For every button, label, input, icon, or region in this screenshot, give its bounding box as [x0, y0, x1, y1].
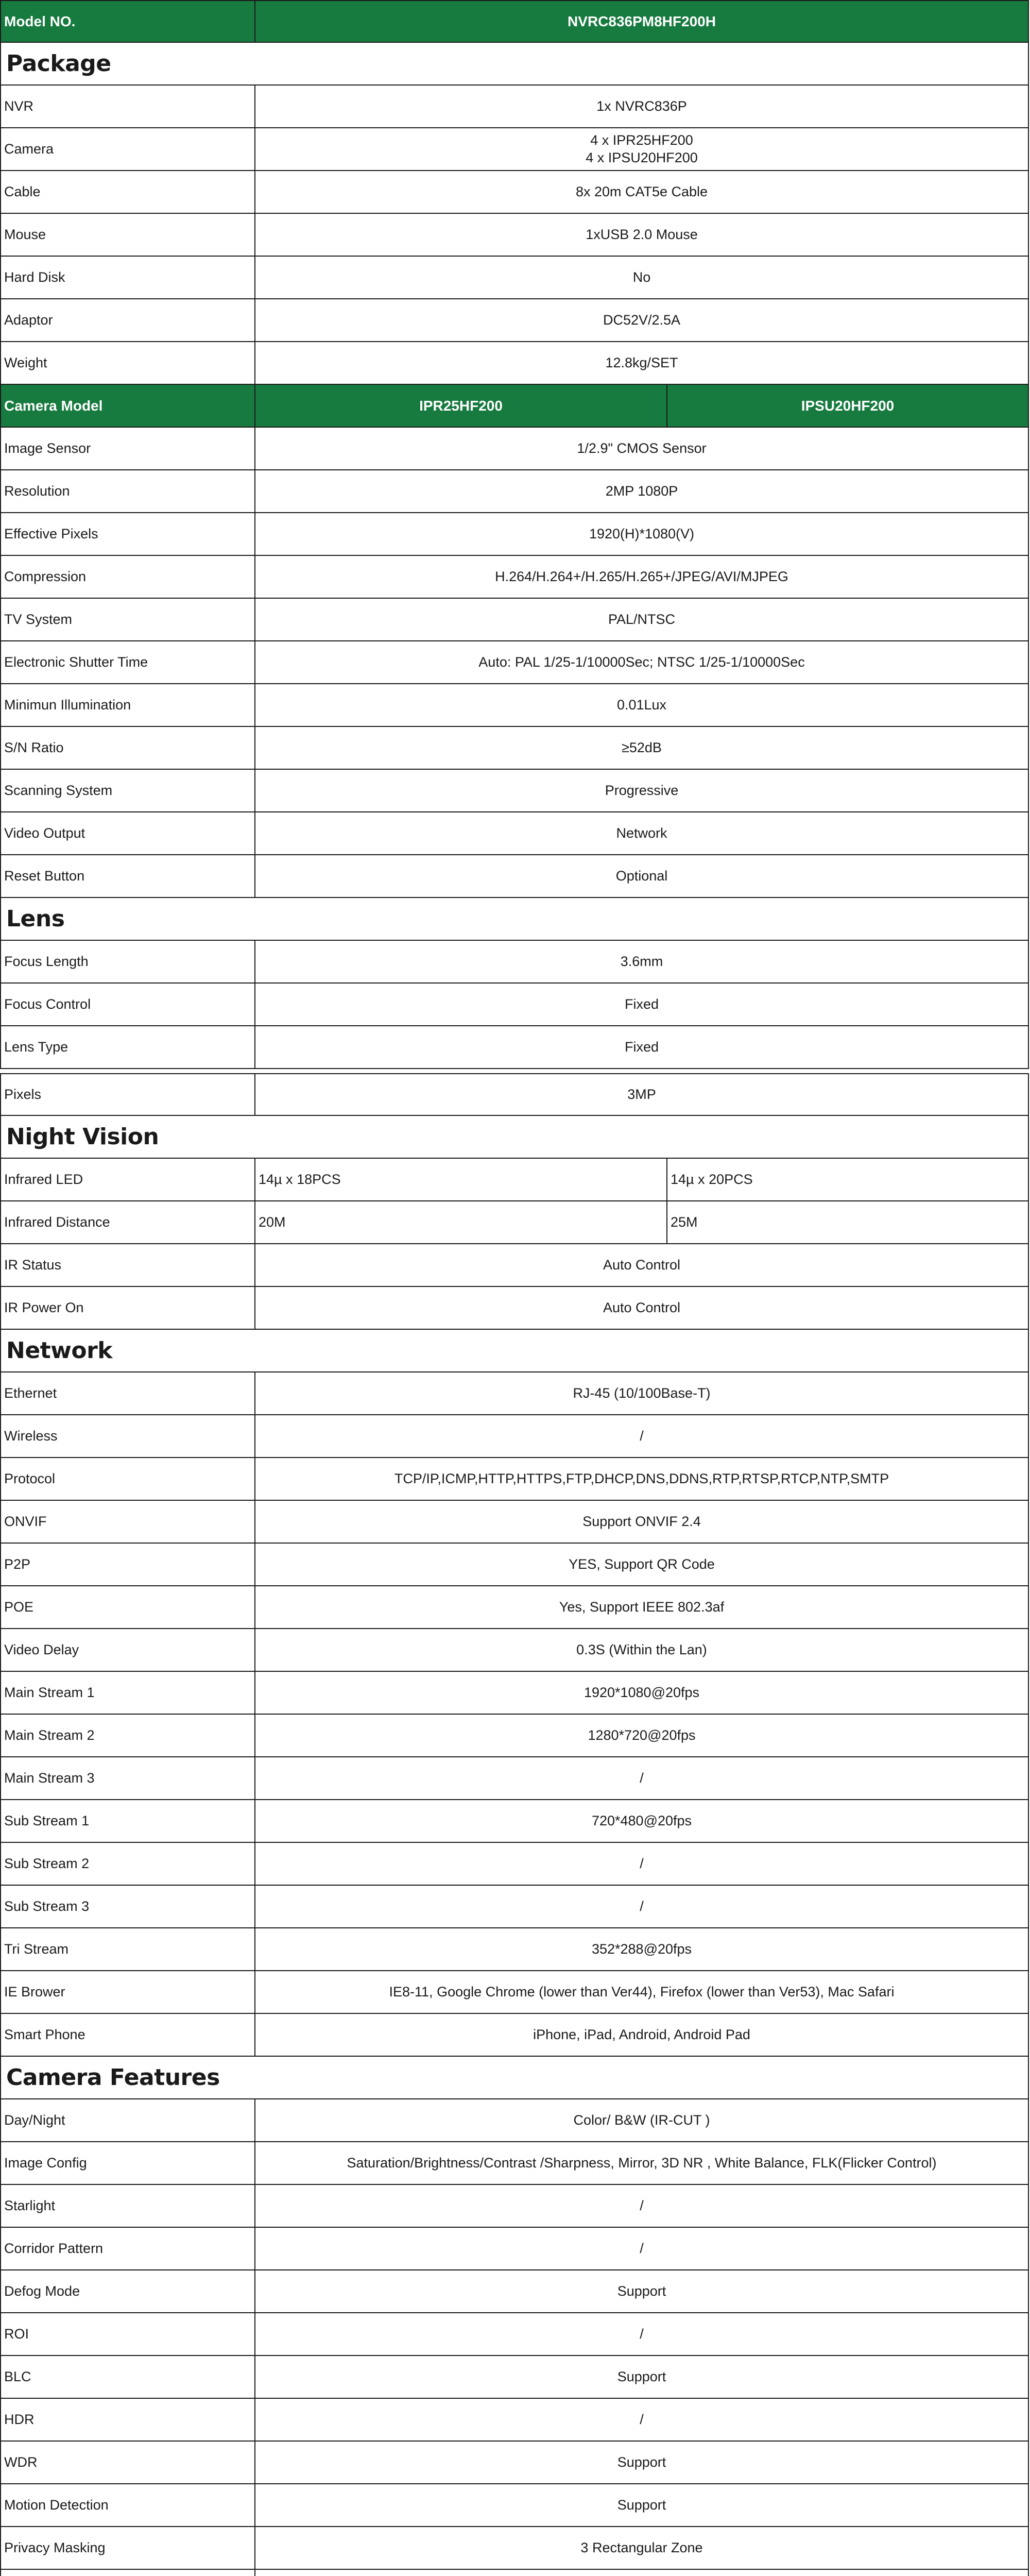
spec-value: Auto: PAL 1/25-1/10000Sec; NTSC 1/25-1/10000Sec: [478, 654, 805, 670]
spec-value: /: [640, 2326, 644, 2342]
spec-row: [0, 1073, 1029, 1116]
model-no-value: NVRC836PM8HF200H: [568, 13, 716, 29]
spec-label: TV System: [1, 599, 255, 640]
spec-value: [255, 128, 1028, 170]
spec-value: TCP/IP,ICMP,HTTP,HTTPS,FTP,DHCP,DNS,DDNS,RTP,RTSP,RTCP,NTP,SMTP: [394, 1470, 889, 1486]
spec-label: Image Sensor: [1, 428, 255, 469]
spec-label: Lens Type: [1, 1026, 255, 1068]
spec-row: [0, 470, 1029, 513]
spec-value: [255, 2570, 1028, 2576]
section-title: Lens: [6, 906, 65, 932]
spec-row: [0, 984, 1029, 1026]
spec-value: 8x 20m CAT5e Cable: [575, 183, 708, 199]
spec-value: Progressive: [605, 782, 679, 798]
spec-label: Focus Control: [1, 984, 255, 1025]
spec-label: Pixels: [1, 1074, 255, 1115]
spec-row: [0, 171, 1029, 214]
spec-label: Electronic Shutter Time: [1, 641, 255, 683]
spec-label: Starlight: [1, 2185, 255, 2227]
spec-label: Sub Stream 2: [1, 1843, 255, 1885]
spec-label: Adaptor: [1, 299, 255, 341]
spec-label: Smart Phone: [1, 2014, 255, 2056]
spec-row: [0, 727, 1029, 770]
spec-row: [0, 2484, 1029, 2527]
spec-row: [0, 1971, 1029, 2014]
section-title: Camera Features: [6, 2064, 220, 2091]
spec-value: 1280*720@20fps: [588, 1727, 696, 1743]
spec-value: Fixed: [624, 996, 659, 1012]
spec-label: Video Delay: [1, 1629, 255, 1671]
spec-row: [0, 86, 1029, 128]
spec-label: P2P: [1, 1544, 255, 1585]
spec-label: Wireless: [1, 1415, 255, 1457]
spec-value: /: [640, 2411, 644, 2427]
section-package: [0, 43, 1029, 86]
spec-value: DC52V/2.5A: [603, 312, 681, 328]
spec-row: [0, 428, 1029, 470]
spec-row: [0, 556, 1029, 599]
spec-row: [0, 2527, 1029, 2570]
spec-value: Support: [617, 2368, 666, 2384]
spec-row: [0, 1800, 1029, 1843]
model-no-label: Model NO.: [1, 1, 255, 42]
spec-row: [0, 812, 1029, 855]
spec-label: Hard Disk: [1, 257, 255, 298]
spec-label: Main Stream 1: [1, 1672, 255, 1714]
spec-value: 1/2.9" CMOS Sensor: [577, 440, 707, 456]
camera-model-a: IPR25HF200: [255, 385, 667, 427]
spec-value-a: 14µ x 18PCS: [255, 1159, 667, 1200]
spec-label: Motion Detection: [1, 2484, 255, 2526]
spec-label: BLC: [1, 2356, 255, 2398]
spec-label: [1, 2570, 255, 2576]
spec-value: Fixed: [624, 1039, 659, 1055]
spec-value: iPhone, iPad, Android, Android Pad: [533, 2026, 750, 2042]
spec-value: 352*288@20fps: [591, 1941, 692, 1957]
spec-label: Resolution: [1, 470, 255, 512]
section-lens: [0, 898, 1029, 941]
spec-label: Scanning System: [1, 770, 255, 811]
spec-row: [0, 2356, 1029, 2399]
spec-value-b: 25M: [671, 1214, 698, 1230]
spec-label: Camera: [1, 128, 255, 170]
spec-value: RJ-45 (10/100Base-T): [573, 1385, 711, 1401]
spec-label: Day/Night: [1, 2099, 255, 2141]
section-title: Network: [6, 1337, 113, 1364]
spec-row: [0, 1672, 1029, 1715]
spec-label: NVR: [1, 86, 255, 127]
spec-value: Color/ B&W (IR-CUT ): [573, 2112, 710, 2128]
spec-label: Sub Stream 1: [1, 1800, 255, 1842]
spec-value: ≥52dB: [622, 739, 662, 755]
spec-row: [0, 1586, 1029, 1629]
spec-row: [0, 299, 1029, 342]
spec-value: 1x NVRC836P: [596, 98, 687, 114]
spec-label: Video Output: [1, 812, 255, 854]
spec-row: [0, 214, 1029, 257]
spec-row: [0, 1629, 1029, 1672]
spec-row: [0, 1886, 1029, 1928]
spec-value: 720*480@20fps: [591, 1812, 692, 1828]
spec-label: IR Power On: [1, 1287, 255, 1329]
section-title: Package: [6, 50, 111, 77]
spec-value: /: [640, 2197, 644, 2213]
spec-label: Weight: [1, 342, 255, 384]
spec-value: /: [640, 2240, 644, 2256]
spec-value-line: 4 x IPR25HF200: [590, 132, 693, 148]
spec-label: Infrared LED: [1, 1159, 255, 1200]
spec-row: [0, 1757, 1029, 1800]
spec-row: [0, 128, 1029, 171]
spec-row: [0, 513, 1029, 556]
spec-value: 0.3S (Within the Lan): [576, 1641, 707, 1657]
spec-row: [0, 1415, 1029, 1458]
spec-row: [0, 1287, 1029, 1330]
spec-row: [0, 1715, 1029, 1757]
spec-label: Sub Stream 3: [1, 1886, 255, 1927]
spec-row: [0, 1843, 1029, 1886]
camera-model-row: [0, 385, 1029, 428]
spec-value-line: 4 x IPSU20HF200: [586, 149, 698, 165]
camera-model-b: IPSU20HF200: [801, 398, 895, 414]
spec-row: [0, 1458, 1029, 1501]
spec-value: YES, Support QR Code: [569, 1556, 715, 1572]
spec-value-a: 20M: [255, 1201, 667, 1243]
spec-row: [0, 770, 1029, 812]
spec-label: Mouse: [1, 214, 255, 256]
section-camera-features: [0, 2057, 1029, 2099]
header-row: [0, 0, 1029, 43]
spec-value: Auto Control: [603, 1299, 681, 1315]
spec-value: No: [632, 269, 651, 285]
spec-label: S/N Ratio: [1, 727, 255, 769]
spec-label: ONVIF: [1, 1501, 255, 1543]
spec-row: [0, 2014, 1029, 2057]
spec-value: Support: [617, 2497, 666, 2513]
spec-label: Cable: [1, 171, 255, 213]
spec-row: [0, 2099, 1029, 2142]
spec-value: Optional: [615, 868, 668, 884]
spec-row: [0, 2570, 1029, 2576]
spec-value: 1920*1080@20fps: [583, 1684, 700, 1700]
spec-row: [0, 1244, 1029, 1287]
section-title: Night Vision: [6, 1124, 159, 1150]
spec-label: HDR: [1, 2399, 255, 2441]
spec-value-b: 14µ x 20PCS: [671, 1171, 753, 1187]
spec-value: Support: [617, 2283, 666, 2299]
spec-label: Corridor Pattern: [1, 2228, 255, 2269]
spec-label: Focus Length: [1, 941, 255, 982]
spec-label: Protocol: [1, 1458, 255, 1500]
spec-row: [0, 1159, 1029, 1201]
spec-value: PAL/NTSC: [608, 611, 676, 627]
spec-value: /: [640, 1428, 644, 1444]
spec-value: 1xUSB 2.0 Mouse: [586, 226, 698, 242]
spec-value: H.264/H.264+/H.265/H.265+/JPEG/AVI/MJPEG: [495, 568, 788, 584]
spec-value: 3.6mm: [620, 953, 663, 969]
spec-value: /: [640, 1770, 644, 1786]
spec-row: [0, 599, 1029, 641]
spec-value: 2MP 1080P: [605, 483, 678, 499]
spec-label: Privacy Masking: [1, 2527, 255, 2569]
spec-row: [0, 1544, 1029, 1586]
spec-label: Tri Stream: [1, 1928, 255, 1970]
spec-row: [0, 2142, 1029, 2185]
spec-label: Ethernet: [1, 1372, 255, 1414]
spec-value: 12.8kg/SET: [605, 354, 678, 370]
spec-label: WDR: [1, 2442, 255, 2483]
spec-value: 3MP: [627, 1086, 656, 1102]
spec-value: Support: [617, 2454, 666, 2470]
spec-label: Minimun Illumination: [1, 684, 255, 726]
spec-row: [0, 1928, 1029, 1971]
spec-row: [0, 1372, 1029, 1415]
spec-label: Image Config: [1, 2142, 255, 2184]
spec-value: 3 Rectangular Zone: [580, 2539, 703, 2555]
spec-label: Compression: [1, 556, 255, 598]
spec-label: IE Brower: [1, 1971, 255, 2013]
spec-value: 0.01Lux: [616, 697, 667, 713]
spec-value: Support ONVIF 2.4: [582, 1513, 701, 1529]
spec-label: Infrared Distance: [1, 1201, 255, 1243]
section-night-vision: [0, 1116, 1029, 1159]
spec-row: [0, 2442, 1029, 2484]
spec-row: [0, 2228, 1029, 2270]
spec-row: [0, 2313, 1029, 2356]
spec-row: [0, 641, 1029, 684]
spec-value: /: [640, 1855, 644, 1871]
spec-row: [0, 2399, 1029, 2442]
spec-row: [0, 1026, 1029, 1069]
spec-row: [0, 1501, 1029, 1544]
spec-value: 1920(H)*1080(V): [589, 526, 695, 541]
spec-value: Saturation/Brightness/Contrast /Sharpness, Mirror, 3D NR , White Balance, FLK(Flicker Control): [347, 2155, 937, 2171]
spec-row: [0, 1201, 1029, 1244]
spec-row: [0, 342, 1029, 385]
spec-label: Defog Mode: [1, 2270, 255, 2312]
spec-label: Main Stream 3: [1, 1757, 255, 1799]
spec-value: Yes, Support IEEE 802.3af: [559, 1599, 725, 1615]
spec-row: [0, 855, 1029, 898]
spec-value: Auto Control: [603, 1257, 681, 1273]
spec-label: IR Status: [1, 1244, 255, 1286]
spec-row: [0, 941, 1029, 984]
spec-label: Reset Button: [1, 855, 255, 897]
spec-label: Main Stream 2: [1, 1715, 255, 1756]
spec-row: [0, 684, 1029, 727]
spec-row: [0, 2270, 1029, 2313]
spec-label: ROI: [1, 2313, 255, 2355]
section-network: [0, 1330, 1029, 1372]
spec-value: Network: [616, 825, 667, 841]
spec-value: IE8-11, Google Chrome (lower than Ver44), Firefox (lower than Ver53), Mac Safari: [389, 1984, 895, 1999]
spec-value: /: [640, 1898, 644, 1914]
camera-model-label: Camera Model: [1, 385, 255, 427]
spec-label: Effective Pixels: [1, 513, 255, 555]
spec-row: [0, 2185, 1029, 2228]
spec-label: POE: [1, 1586, 255, 1628]
spec-row: [0, 257, 1029, 299]
